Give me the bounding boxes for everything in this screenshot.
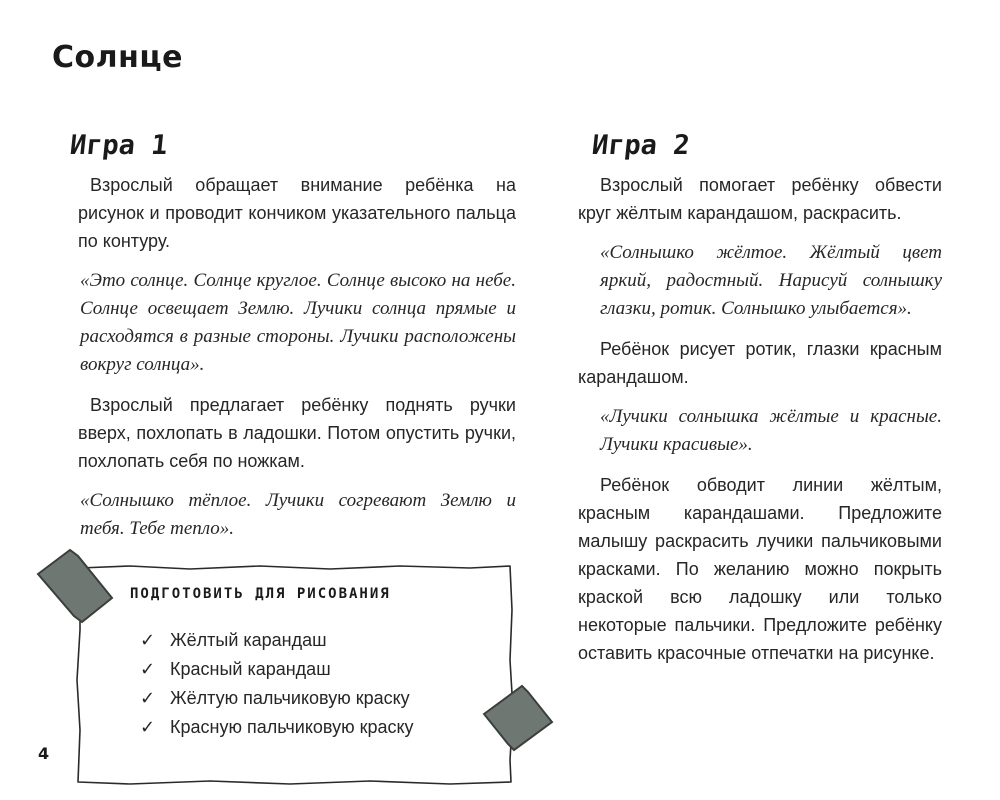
page-title: Солнце xyxy=(52,40,183,75)
game-1-paragraph: Взрослый обращает внимание ребёнка на рисунок и проводит кончиком указательного пальца по контуру. xyxy=(78,175,516,251)
page-number: 4 xyxy=(38,744,50,763)
tape-decoration-top-left xyxy=(30,540,120,630)
tape-decoration-bottom-right xyxy=(478,678,558,758)
game-2-section xyxy=(578,130,942,679)
game-1-paragraph: Взрослый предлагает ребёнку поднять ручки вверх, похлопать в ладошки. Потом опустить ручки, похлопать себя по ножкам. xyxy=(78,395,516,471)
list-item xyxy=(140,684,414,713)
list-item xyxy=(140,655,414,684)
game-2-paragraph: Ребёнок рисует ротик, глазки красным карандашом. xyxy=(578,339,942,387)
preparation-list xyxy=(140,626,414,742)
game-2-paragraph: Взрослый помогает ребёнку обвести круг жёлтым карандашом, раскрасить. xyxy=(578,175,942,223)
preparation-title: ПОДГОТОВИТЬ ДЛЯ РИСОВАНИЯ xyxy=(130,586,391,602)
check-icon: ✓ xyxy=(140,688,156,709)
game-1-section xyxy=(68,130,516,555)
game-2-paragraph: Ребёнок обводит линии жёлтым, красным карандашами. Предложите малышу раскрасить лучики пальчиковыми красками. По желанию можно покрыть краской всю ладошку или только некоторые пальчики. Предложите ребёнку оставить красочные отпечатки на рисунке. xyxy=(578,475,942,663)
check-icon: ✓ xyxy=(140,717,156,738)
check-icon: ✓ xyxy=(140,630,156,651)
list-item xyxy=(140,713,414,742)
check-icon: ✓ xyxy=(140,659,156,680)
game-2-heading: Игра 2 xyxy=(590,130,692,161)
list-item-label: Жёлтый карандаш xyxy=(170,630,327,650)
preparation-box xyxy=(70,560,518,788)
list-item-label: Жёлтую пальчиковую краску xyxy=(170,688,410,708)
game-2-paragraph: «Лучики солнышка жёлтые и красные. Лучики красивые». xyxy=(600,406,942,455)
game-2-paragraph: «Солнышко жёлтое. Жёлтый цвет яркий, радостный. Нарисуй солнышку глазки, ротик. Солнышко улыбается». xyxy=(600,242,942,319)
game-1-heading: Игра 1 xyxy=(68,130,170,161)
game-1-paragraph: «Солнышко тёплое. Лучики согревают Землю и тебя. Тебе тепло». xyxy=(80,490,516,539)
game-1-paragraph: «Это солнце. Солнце круглое. Солнце высоко на небе. Солнце освещает Землю. Лучики солнца прямые и расходятся в разные стороны. Лучики расположены вокруг солнца». xyxy=(80,270,516,375)
list-item xyxy=(140,626,414,655)
list-item-label: Красную пальчиковую краску xyxy=(170,717,414,737)
list-item-label: Красный карандаш xyxy=(170,659,331,679)
